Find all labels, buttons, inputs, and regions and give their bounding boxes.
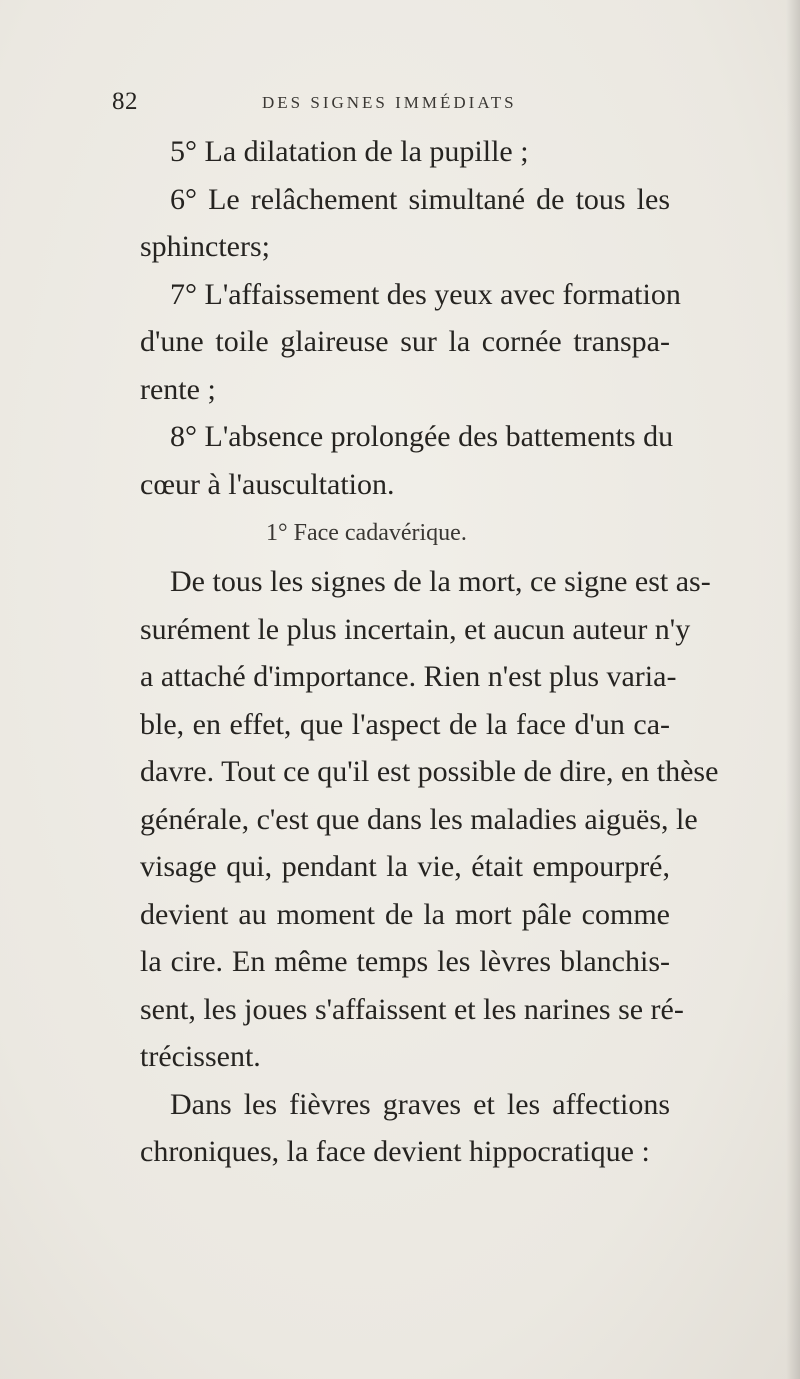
- list-item-7-line-2: d'une toile glaireuse sur la cornée transpa-: [140, 325, 670, 358]
- list-item-6-line-2: sphincters;: [140, 230, 270, 263]
- list-item-7-line-3: rente ;: [140, 372, 216, 406]
- list-item-8-line-1: 8° L'absence prolongée des battements du: [170, 420, 674, 453]
- paragraph-1-line: trécissent.: [140, 1040, 261, 1073]
- list-item-5: 5° La dilatation de la pupille ;: [170, 135, 529, 168]
- list-item-8-line-2: cœur à l'auscultation.: [140, 467, 395, 501]
- paragraph-1-line: a attaché d'importance. Rien n'est plus varia-: [140, 660, 677, 693]
- list-item-6-line-1: 6° Le relâchement simultané de tous les: [170, 182, 670, 216]
- paragraph-2-line: chroniques, la face devient hippocratique :: [140, 1135, 650, 1168]
- paragraph-1-line: davre. Tout ce qu'il est possible de dire, en thèse: [140, 755, 719, 788]
- paragraph-2-line: Dans les fièvres graves et les affections: [170, 1087, 670, 1121]
- paragraph-1-line: sent, les joues s'affaissent et les narines se ré-: [140, 992, 684, 1026]
- running-head: DES SIGNES IMMÉDIATS: [262, 93, 517, 112]
- paragraph-1-line: la cire. En même temps les lèvres blanchis-: [140, 945, 670, 978]
- list-item-7-line-1: 7° L'affaissement des yeux avec formation: [170, 277, 681, 311]
- page-edge-shadow: [786, 0, 800, 1379]
- paragraph-1-line: surément le plus incertain, et aucun auteur n'y: [140, 612, 691, 646]
- paragraph-1-line: générale, c'est que dans les maladies aiguës, le: [140, 802, 698, 836]
- section-subheading: 1° Face cadavérique.: [266, 520, 467, 546]
- page-header: [112, 88, 582, 118]
- paragraph-1-line: devient au moment de la mort pâle comme: [140, 897, 670, 931]
- page-number: 82: [112, 88, 138, 115]
- paragraph-1-line: De tous les signes de la mort, ce signe est as-: [170, 565, 711, 598]
- text-body: [140, 128, 719, 1176]
- paragraph-1-line: ble, en effet, que l'aspect de la face d'un ca-: [140, 707, 670, 741]
- paragraph-1-line: visage qui, pendant la vie, était empourpré,: [140, 850, 670, 883]
